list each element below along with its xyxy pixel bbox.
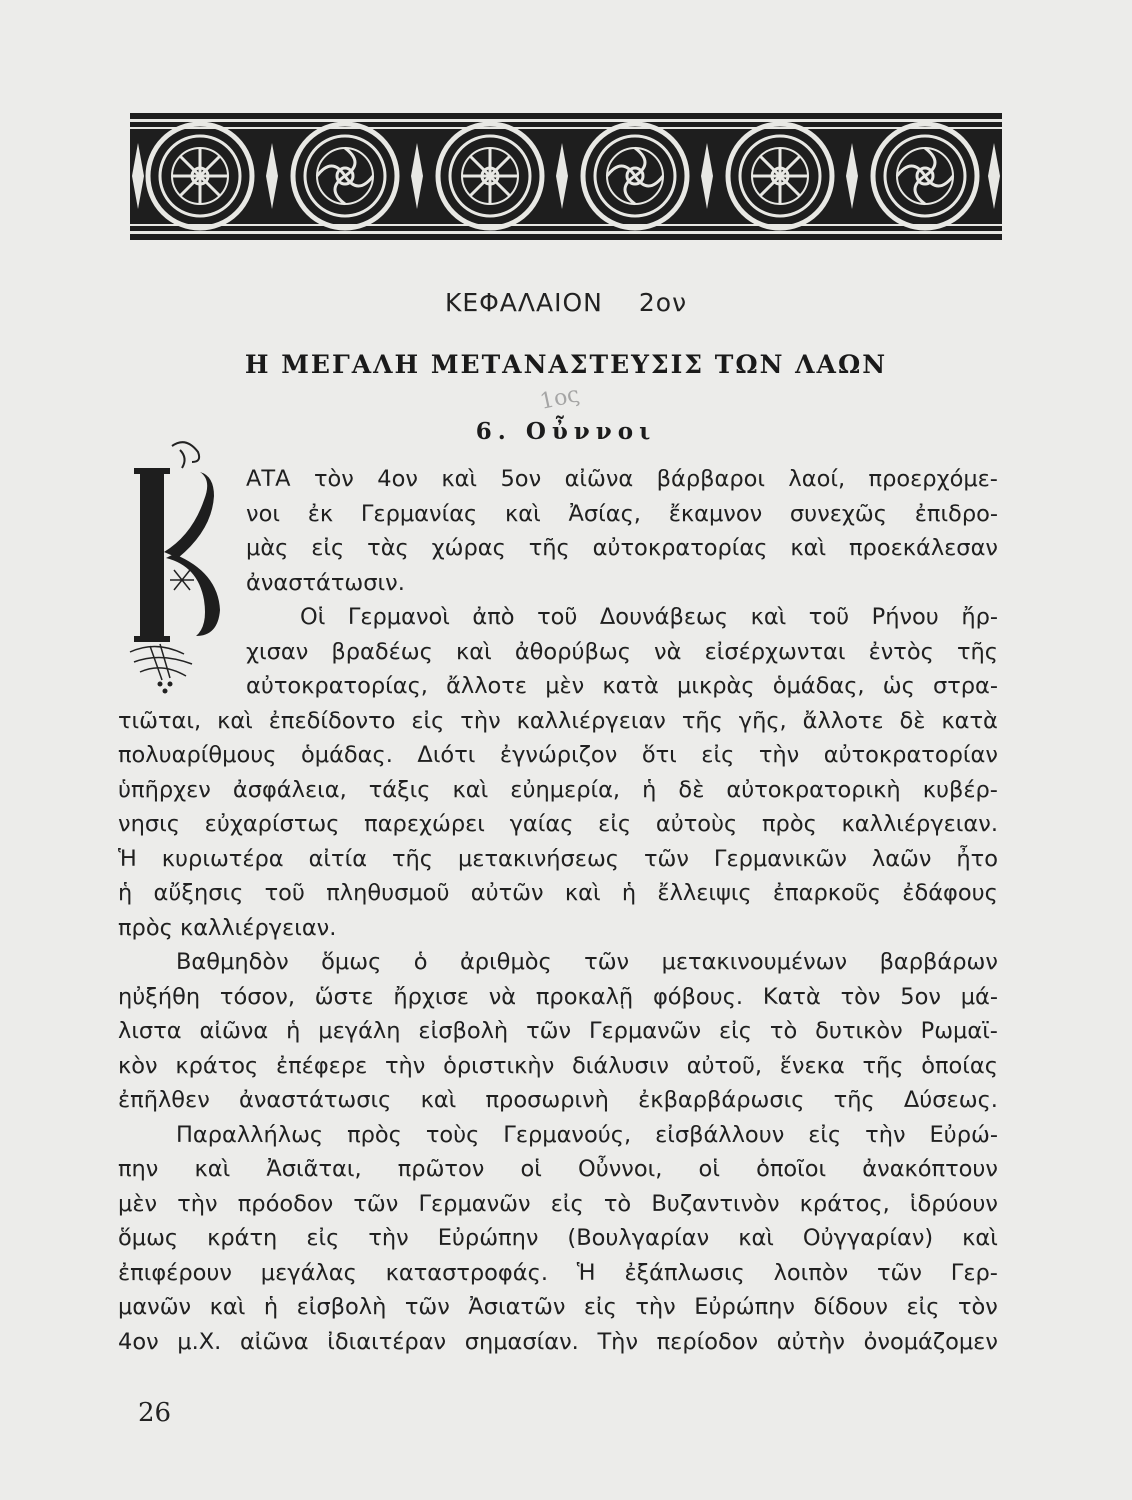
text-line: ΑΤΑ τὸν 4ον καὶ 5ον αἰῶνα βάρβαροι λαοί, προερχόμε-: [246, 466, 998, 492]
text-line: πολυαρίθμους ὁμάδας. Διότι ἐγνώριζον ὅτι εἰς τὴν αὐτοκρατορίαν: [118, 742, 998, 768]
text-line: ἐπῆλθεν ἀναστάτωσις καὶ προσωρινὴ ἐκβαρβάρωσις τῆς Δύσεως.: [118, 1087, 998, 1113]
text-line: ἐπιφέρουν μεγάλας καταστροφάς. Ἡ ἐξάπλωσις λοιπὸν τῶν Γερ-: [118, 1259, 998, 1286]
text-line: ἡ αὔξησις τοῦ πληθυσμοῦ αὐτῶν καὶ ἡ ἔλλειψις ἐπαρκοῦς ἐδάφους: [118, 880, 998, 906]
text-line: ὅμως κράτη εἰς τὴν Εὐρώπην (Βουλγαρίαν καὶ Οὐγγαρίαν) καὶ: [118, 1225, 998, 1251]
text-line: νοι ἐκ Γερμανίας καὶ Ἀσίας, ἔκαμνον συνεχῶς ἐπιδρο-: [246, 500, 998, 527]
text-line: αὐτοκρατορίας, ἄλλοτε μὲν κατὰ μικρὰς ὁμάδας, ὡς στρα-: [246, 673, 998, 699]
text-line: μὰς εἰς τὰς χώρας τῆς αὐτοκρατορίας καὶ προεκάλεσαν: [246, 535, 998, 561]
body-text: [118, 462, 998, 1359]
chapter-title: Η ΜΕΓΑΛΗ ΜΕΤΑΝΑΣΤΕΥΣΙΣ ΤΩΝ ΛΑΩΝ: [244, 350, 888, 379]
text-line: νησις εὐχαρίστως παρεχώρει γαίας εἰς αὐτοὺς πρὸς καλλιέργειαν.: [118, 811, 998, 837]
text-line: τιῶται, καὶ ἐπεδίδοντο εἰς τὴν καλλιέργειαν τῆς γῆς, ἄλλοτε δὲ κατὰ: [118, 707, 998, 734]
chapter-heading: [0, 288, 1132, 317]
text-line: κὸν κράτος ἐπέφερε τὴν ὁριστικὴν διάλυσιν αὐτοῦ, ἕνεκα τῆς ὁποίας: [118, 1052, 998, 1079]
text-line: πρὸς καλλιέργειαν.: [118, 914, 337, 941]
chapter-number: 2ον: [638, 288, 688, 317]
text-line: λιστα αἰῶνα ἡ μεγάλη εἰσβολὴ τῶν Γερμανῶν εἰς τὸ δυτικὸν Ρωμαϊ-: [118, 1018, 998, 1044]
text-line: μὲν τὴν πρόοδον τῶν Γερμανῶν εἰς τὸ Βυζαντινὸν κράτος, ἱδρύουν: [118, 1190, 998, 1217]
text-line: Οἱ Γερμανοὶ ἀπὸ τοῦ Δουνάβεως καὶ τοῦ Ρήνου ἤρ-: [300, 604, 998, 630]
handwritten-margin-note: 1ος: [537, 382, 582, 415]
chapter-label: ΚΕΦΑΛΑΙΟΝ: [444, 288, 603, 317]
text-line: Παραλλήλως πρὸς τοὺς Γερμανούς, εἰσβάλλουν εἰς τὴν Εὐρώ-: [176, 1121, 998, 1148]
page-number: 26: [138, 1398, 172, 1428]
section-heading: 6. Οὖννοι: [475, 418, 657, 445]
text-line: ηὐξήθη τόσον, ὥστε ἤρχισε νὰ προκαλῇ φόβους. Κατὰ τὸν 5ον μά-: [118, 983, 998, 1010]
text-line: 4ον μ.Χ. αἰῶνα ἰδιαιτέραν σημασίαν. Τὴν περίοδον αὐτὴν ὀνομάζομεν: [118, 1328, 998, 1355]
text-line: πην καὶ Ἀσιᾶται, πρῶτον οἱ Οὖννοι, οἱ ὁποῖοι ἀνακόπτουν: [118, 1156, 998, 1182]
text-line: μανῶν καὶ ἡ εἰσβολὴ τῶν Ἀσιατῶν εἰς τὴν Εὐρώπην δίδουν εἰς τὸν: [118, 1294, 998, 1320]
text-line: χισαν βραδέως καὶ ἀθορύβως νὰ εἰσέρχωνται ἐντὸς τῆς: [246, 638, 998, 665]
text-line: Ἡ κυριωτέρα αἰτία τῆς μετακινήσεως τῶν Γερμανικῶν λαῶν ἦτο: [118, 845, 998, 872]
ornamental-header-band: [130, 113, 1002, 240]
text-line: Βαθμηδὸν ὅμως ὁ ἀριθμὸς τῶν μετακινουμένων βαρβάρων: [176, 949, 998, 975]
text-line: ἀναστάτωσιν.: [246, 569, 405, 596]
text-line: ὑπῆρχεν ἀσφάλεια, τάξις καὶ εὐημερία, ἡ δὲ αὐτοκρατορικὴ κυβέρ-: [118, 776, 998, 803]
